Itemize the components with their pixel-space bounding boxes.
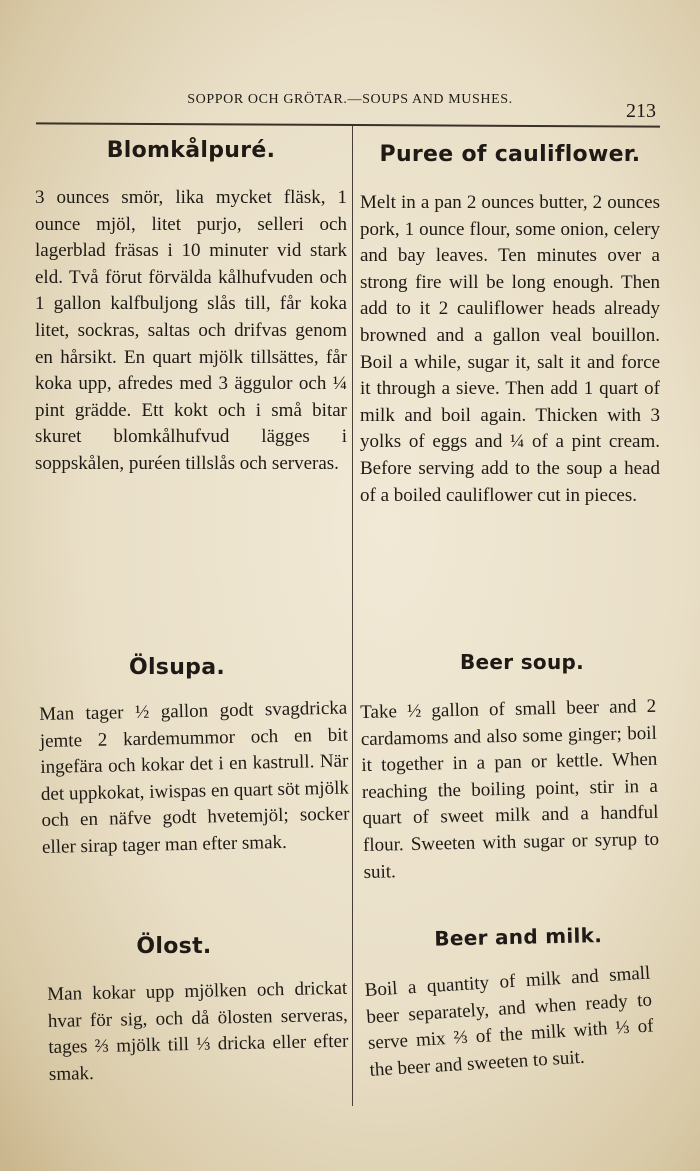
recipe-text-en-1: Melt in a pan 2 ounces butter, 2 ounces pork, 1 ounce flour, some onion, celery and bay leaves. Ten minutes over a strong fire will be long enough. Then add to it 2 cauliflower heads already browned and a gallon veal bouillon. Boil a while, sugar it, salt it and force it through a sieve. Then add 1 quart of milk and boil again. Thicken with 3 yolks of eggs and ¼ of a pint cream. Before serving add to the soup a head of a boiled cauliflower cut in pieces.: [360, 192, 660, 506]
recipe-text-sw-2: Man tager ½ gallon godt svagdricka jemte 2 kardemummor och en bit ingefära och kokar det i en kastrull. När det uppkokat, iwispas en quart söt mjölk och en näfve godt hvetemjöl; socker eller sirap tager man efter smak.: [39, 697, 350, 858]
recipe-title-sw-3: Ölost.: [136, 934, 212, 959]
recipe-title-en-3: Beer and milk.: [434, 923, 603, 951]
recipe-text-sw-3: Man kokar upp mjölken och drickat hvar för sig, och då ölosten serveras, tages ⅔ mjölk till ⅓ dricka eller efter smak.: [47, 977, 349, 1085]
english-column: [360, 0, 660, 1171]
recipe-text-en-2: Take ½ gallon of small beer and 2 cardamoms and also some ginger; boil it together in a pan or kettle. When reaching the boiling point, stir in a quart of sweet milk and a handful flour. Sweeten with sugar or syrup to suit.: [360, 695, 660, 883]
recipe-title-en-2: Beer soup.: [460, 650, 584, 674]
page-number: 213: [626, 100, 656, 122]
recipe-text-en-3: Boil a quantity of milk and small beer separately, and when ready to serve mix ⅔ of the milk with ⅓ of the beer and sweeten to suit.: [364, 962, 655, 1081]
running-header-title: SOPPOR OCH GRÖTAR.—SOUPS AND MUSHES.: [187, 92, 513, 107]
recipe-title-en-1: Puree of cauliflower.: [379, 142, 641, 167]
recipe-title-sw-2: Ölsupa.: [128, 655, 226, 680]
recipe-text-sw-1: 3 ounces smör, lika mycket fläsk, 1 ounce mjöl, litet purjo, selleri och lagerblad fräsas i 10 minuter vid stark eld. Två förut förvälda kålhufvuden och 1 gallon kalfbuljong slås till, får koka litet, sockras, saltas och drifvas genom en hårsikt. En quart mjölk tillsättes, får koka upp, afredes med 3 äggulor och ¼ pint grädde. Ett kokt och i små bitar skuret blomkålhufvud lägges i soppskålen, puréen tillslås och serveras.: [35, 187, 347, 474]
recipe-title-sw-1: Blomkålpuré.: [106, 138, 276, 163]
column-divider: [352, 126, 353, 1106]
